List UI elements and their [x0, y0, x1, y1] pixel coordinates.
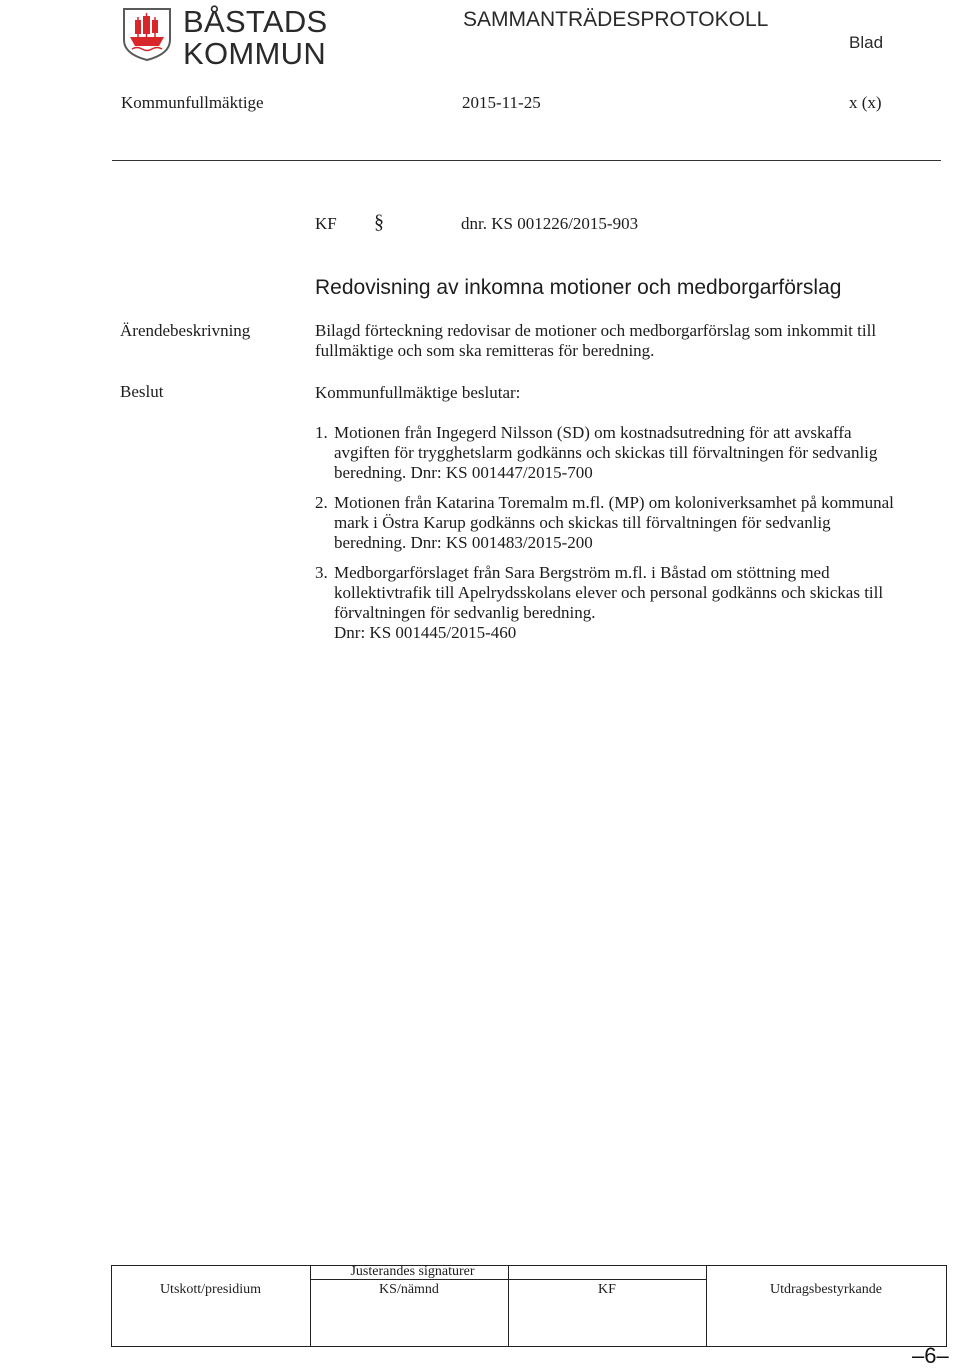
item-text: Motionen från Katarina Toremalm m.fl. (MP) om koloniverksamhet på kommunal mark i Östra Karup godkänns och skickas till förvaltningen för sedvanlig beredning. Dnr: KS 001483/2015-200	[334, 493, 894, 552]
signature-divider	[508, 1265, 509, 1347]
signature-column-label: Utdragsbestyrkande	[770, 1282, 882, 1297]
decision-label: Beslut	[120, 382, 164, 401]
item-text: Medborgarförslaget från Sara Bergström m.fl. i Båstad om stöttning med kollektivtrafik till Apelrydsskolans elever och personal godkänns och skickas till förvaltningen för sedvanlig beredning.	[334, 563, 884, 622]
meeting-date: 2015-11-25	[462, 93, 541, 112]
paragraph-symbol: §	[374, 211, 384, 233]
ship-emblem-icon	[121, 6, 173, 62]
signature-column-label: Utskott/presidium	[159, 1282, 262, 1297]
reference-body: KF	[315, 214, 337, 233]
page-title: Redovisning av inkomna motioner och medborgarförslag	[315, 276, 842, 299]
header-divider	[112, 160, 941, 161]
description-label: Ärendebeskrivning	[120, 321, 251, 340]
municipality-name-line1: BÅSTADS	[183, 4, 328, 39]
signature-divider	[706, 1265, 707, 1347]
item-text: Motionen från Ingegerd Nilsson (SD) om kostnadsutredning för att avskaffa avgiften för trygghetslarm godkänns och skickas till förvaltningen för sedvanlig beredning. Dnr: KS 001447/2015-700	[334, 423, 878, 482]
list-item	[315, 563, 905, 643]
item-dnr: Dnr: KS 001445/2015-460	[334, 623, 517, 642]
meeting-body: Kommunfullmäktige	[121, 93, 264, 112]
item-number: 3.	[315, 563, 328, 582]
coat-of-arms-logo	[121, 6, 173, 62]
item-number: 1.	[315, 423, 328, 442]
municipality-name	[183, 6, 328, 70]
signature-divider	[310, 1265, 311, 1347]
page-number-mark: –6–	[912, 1343, 949, 1368]
description-text: Bilagd förteckning redovisar de motioner och medborgarförslag som inkommit till fullmäktige och som ska remitteras för beredning.	[315, 321, 877, 360]
decision-intro: Kommunfullmäktige beslutar:	[315, 383, 521, 402]
sheet-label: Blad	[849, 33, 884, 52]
signature-column-label: KF	[598, 1282, 616, 1297]
signature-column-label: KS/nämnd	[379, 1282, 439, 1297]
municipality-name-line2: KOMMUN	[183, 36, 327, 71]
decision-list	[315, 423, 905, 653]
signature-table	[111, 1265, 947, 1347]
document-type: SAMMANTRÄDESPROTOKOLL	[463, 8, 769, 31]
sheet-number: x (x)	[849, 93, 882, 112]
item-number: 2.	[315, 493, 328, 512]
list-item	[315, 493, 905, 553]
case-number: dnr. KS 001226/2015-903	[461, 214, 639, 233]
list-item	[315, 423, 905, 483]
signature-table-title: Justerandes signaturer	[350, 1264, 475, 1279]
